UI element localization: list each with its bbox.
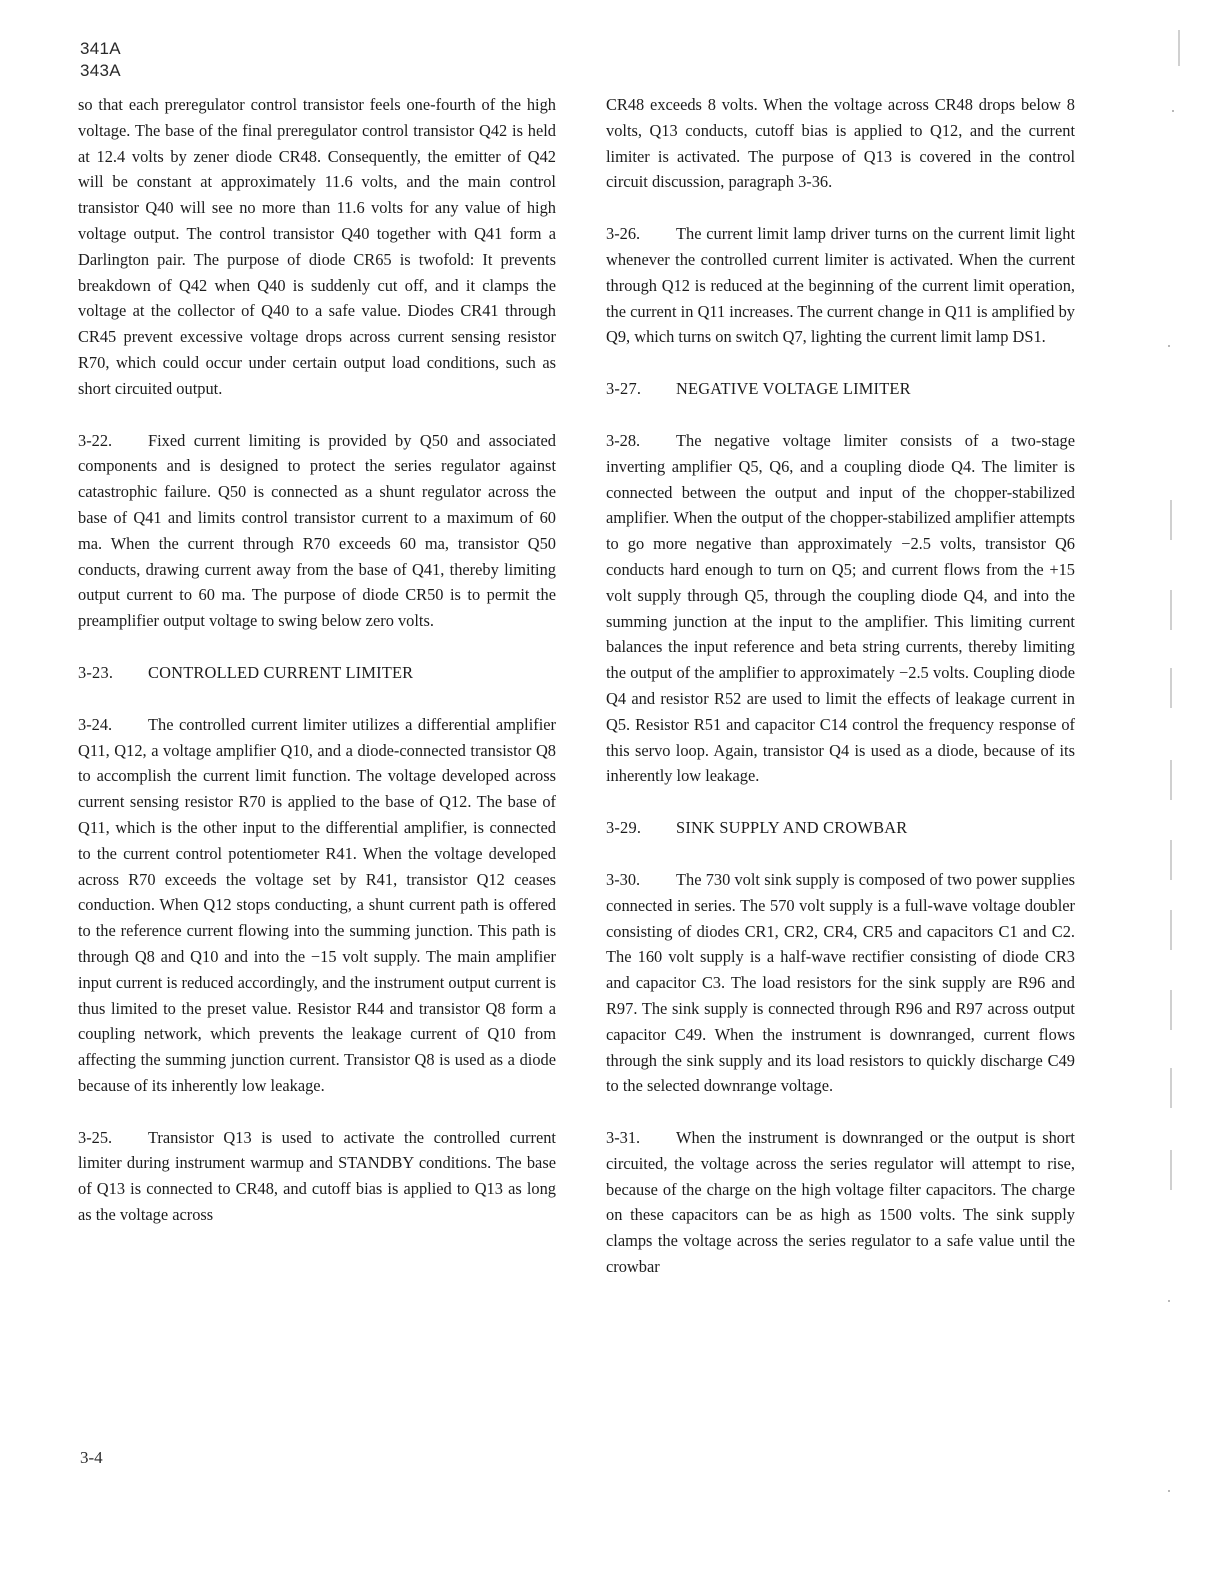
paragraph-3-24: 3-24. The controlled current limiter utilizes a differential amplifier Q11, Q12, a voltage amplifier Q10, and a diode-connected transistor Q8 to accomplish the current limit function. The voltage developed across current sensing resistor R70 is applied to the base of Q12. The base of Q11, which is the other input to the differential amplifier, is connected to the current control potentiometer R41. When the voltage developed across R70 exceeds the voltage set by R41, transistor Q12 ceases conduction. When Q12 stops conducting, a shunt current path is offered to the reference current flowing into the summing junction. This path is through Q8 and Q10 and into the −15 volt supply. The main amplifier input current is reduced accordingly, and the instrument output current is thus limited to the preset value. Resistor R44 and transistor Q8 form a coupling network, which prevents the leakage current of Q10 from affecting the summing junction current. Transistor Q8 is used as a diode because of its inherently low leakage. (78, 712, 556, 1099)
paragraph-number: 3-28. (606, 430, 641, 450)
paragraph-number: 3-24. (78, 714, 113, 734)
model-number-343a: 343A (80, 61, 121, 80)
scan-artifact (1168, 345, 1170, 347)
paragraph-number: 3-25. (78, 1127, 113, 1147)
section-number: 3-27. (606, 379, 642, 399)
scan-artifact (1170, 840, 1172, 880)
scan-artifact (1170, 910, 1172, 950)
scan-artifact (1170, 500, 1172, 540)
section-heading-3-29: 3-29. SINK SUPPLY AND CROWBAR (606, 815, 1075, 841)
right-column (606, 92, 1075, 1280)
scan-artifact (1170, 760, 1172, 800)
scan-artifact (1170, 590, 1172, 630)
scan-artifact (1170, 990, 1172, 1030)
paragraph-continuation: CR48 exceeds 8 volts. When the voltage across CR48 drops below 8 volts, Q13 conducts, cutoff bias is applied to Q12, and the current limiter is activated. The purpose of Q13 is covered in the control circuit discussion, paragraph 3-36. (606, 95, 1075, 192)
scan-artifact (1168, 1300, 1170, 1302)
paragraph-continuation: so that each preregulator control transistor feels one-fourth of the high voltage. The base of the final preregulator control transistor Q42 is held at 12.4 volts by zener diode CR48. Consequently, the emitter of Q42 will be constant at approximately 11.6 volts, and the main control transistor Q40 will see no more than 11.6 volts for any value of high voltage output. The control transistor Q40 together with Q41 form a Darlington pair. The purpose of diode CR65 is twofold: It prevents breakdown of Q42 when Q40 is suddenly cut off, and it clamps the voltage at the collector of Q40 to a safe value. Diodes CR41 through CR45 prevent excessive voltage drops across current sensing resistor R70, which could occur under certain output load conditions, such as short circuited output. (78, 95, 556, 398)
paragraph-3-28: 3-28. The negative voltage limiter consists of a two-stage inverting amplifier Q5, Q6, and a coupling diode Q4. The limiter is connected between the output and input of the chopper-stabilized amplifier. When the output of the chopper-stabilized amplifier attempts to go more negative than approximately −2.5 volts, transistor Q6 conducts hard enough to turn on Q5; and current flows from the +15 volt supply through Q5, through the coupling diode Q4, and into the summing junction at the input to the amplifier. This limiting current balances the input reference and beta string currents, thereby limiting the output of the amplifier to approximately −2.5 volts. Coupling diode Q4 and resistor R52 are used to limit the effects of leakage current in Q5. Resistor R51 and capacitor C14 control the frequency response of this servo loop. Again, transistor Q4 is used as a diode, because of its inherently low leakage. (606, 428, 1075, 789)
scan-artifact (1172, 110, 1174, 112)
left-column (78, 92, 556, 1228)
paragraph-number: 3-22. (78, 430, 113, 450)
scan-artifact (1178, 30, 1180, 66)
paragraph-number: 3-26. (606, 224, 641, 244)
paragraph-3-22: 3-22. Fixed current limiting is provided by Q50 and associated components and is designed to protect the series regulator against catastrophic failure. Q50 is connected as a shunt regulator across the base of Q41 and limits control transistor current to a maximum of 60 ma. When the current through R70 exceeds 60 ma, transistor Q50 conducts, drawing current away from the base of Q41, thereby limiting output current to 60 ma. The purpose of diode CR50 is to permit the preamplifier output voltage to swing below zero volts. (78, 428, 556, 634)
section-number: 3-29. (606, 818, 642, 838)
section-number: 3-23. (78, 662, 114, 682)
paragraph-3-30: 3-30. The 730 volt sink supply is composed of two power supplies connected in series. The 570 volt supply is a full-wave voltage doubler consisting of diodes CR1, CR2, CR4, CR5 and capacitors C1 and C2. The 160 volt supply is a half-wave rectifier consisting of diode CR3 and capacitor C3. The load resistors for the sink supply are R96 and R97. The sink supply is connected through R96 and R97 across output capacitor C49. When the instrument is downranged, current flows through the sink supply and its load resistors to quickly discharge C49 to the selected downrange voltage. (606, 867, 1075, 1099)
scan-artifact (1170, 1150, 1172, 1190)
paragraph-3-31: 3-31. When the instrument is downranged or the output is short circuited, the voltage across the series regulator will attempt to rise, because of the charge on the high voltage filter capacitors. The charge on these capacitors can be as high as 1500 volts. The sink supply clamps the voltage across the series regulator to a safe value until the crowbar (606, 1125, 1075, 1280)
model-number-341a: 341A (80, 39, 121, 58)
paragraph-3-25: 3-25. Transistor Q13 is used to activate the controlled current limiter during instrument warmup and STANDBY conditions. The base of Q13 is connected to CR48, and cutoff bias is applied to Q13 as long as the voltage across (78, 1125, 556, 1228)
model-header (80, 38, 121, 82)
paragraph-3-26: 3-26. The current limit lamp driver turns on the current limit light whenever the controlled current limiter is activated. When the current through Q12 is reduced at the beginning of the current limit operation, the current in Q11 increases. The current change in Q11 is amplified by Q9, which turns on switch Q7, lighting the current limit lamp DS1. (606, 221, 1075, 350)
section-heading-3-23: 3-23. CONTROLLED CURRENT LIMITER (78, 660, 556, 686)
scan-artifact (1168, 1490, 1170, 1492)
paragraph-number: 3-30. (606, 869, 641, 889)
scan-artifact (1170, 1068, 1172, 1108)
section-heading-3-27: 3-27. NEGATIVE VOLTAGE LIMITER (606, 376, 1075, 402)
page-number: 3-4 (80, 1448, 103, 1467)
scan-artifact (1170, 668, 1172, 708)
paragraph-number: 3-31. (606, 1128, 641, 1148)
